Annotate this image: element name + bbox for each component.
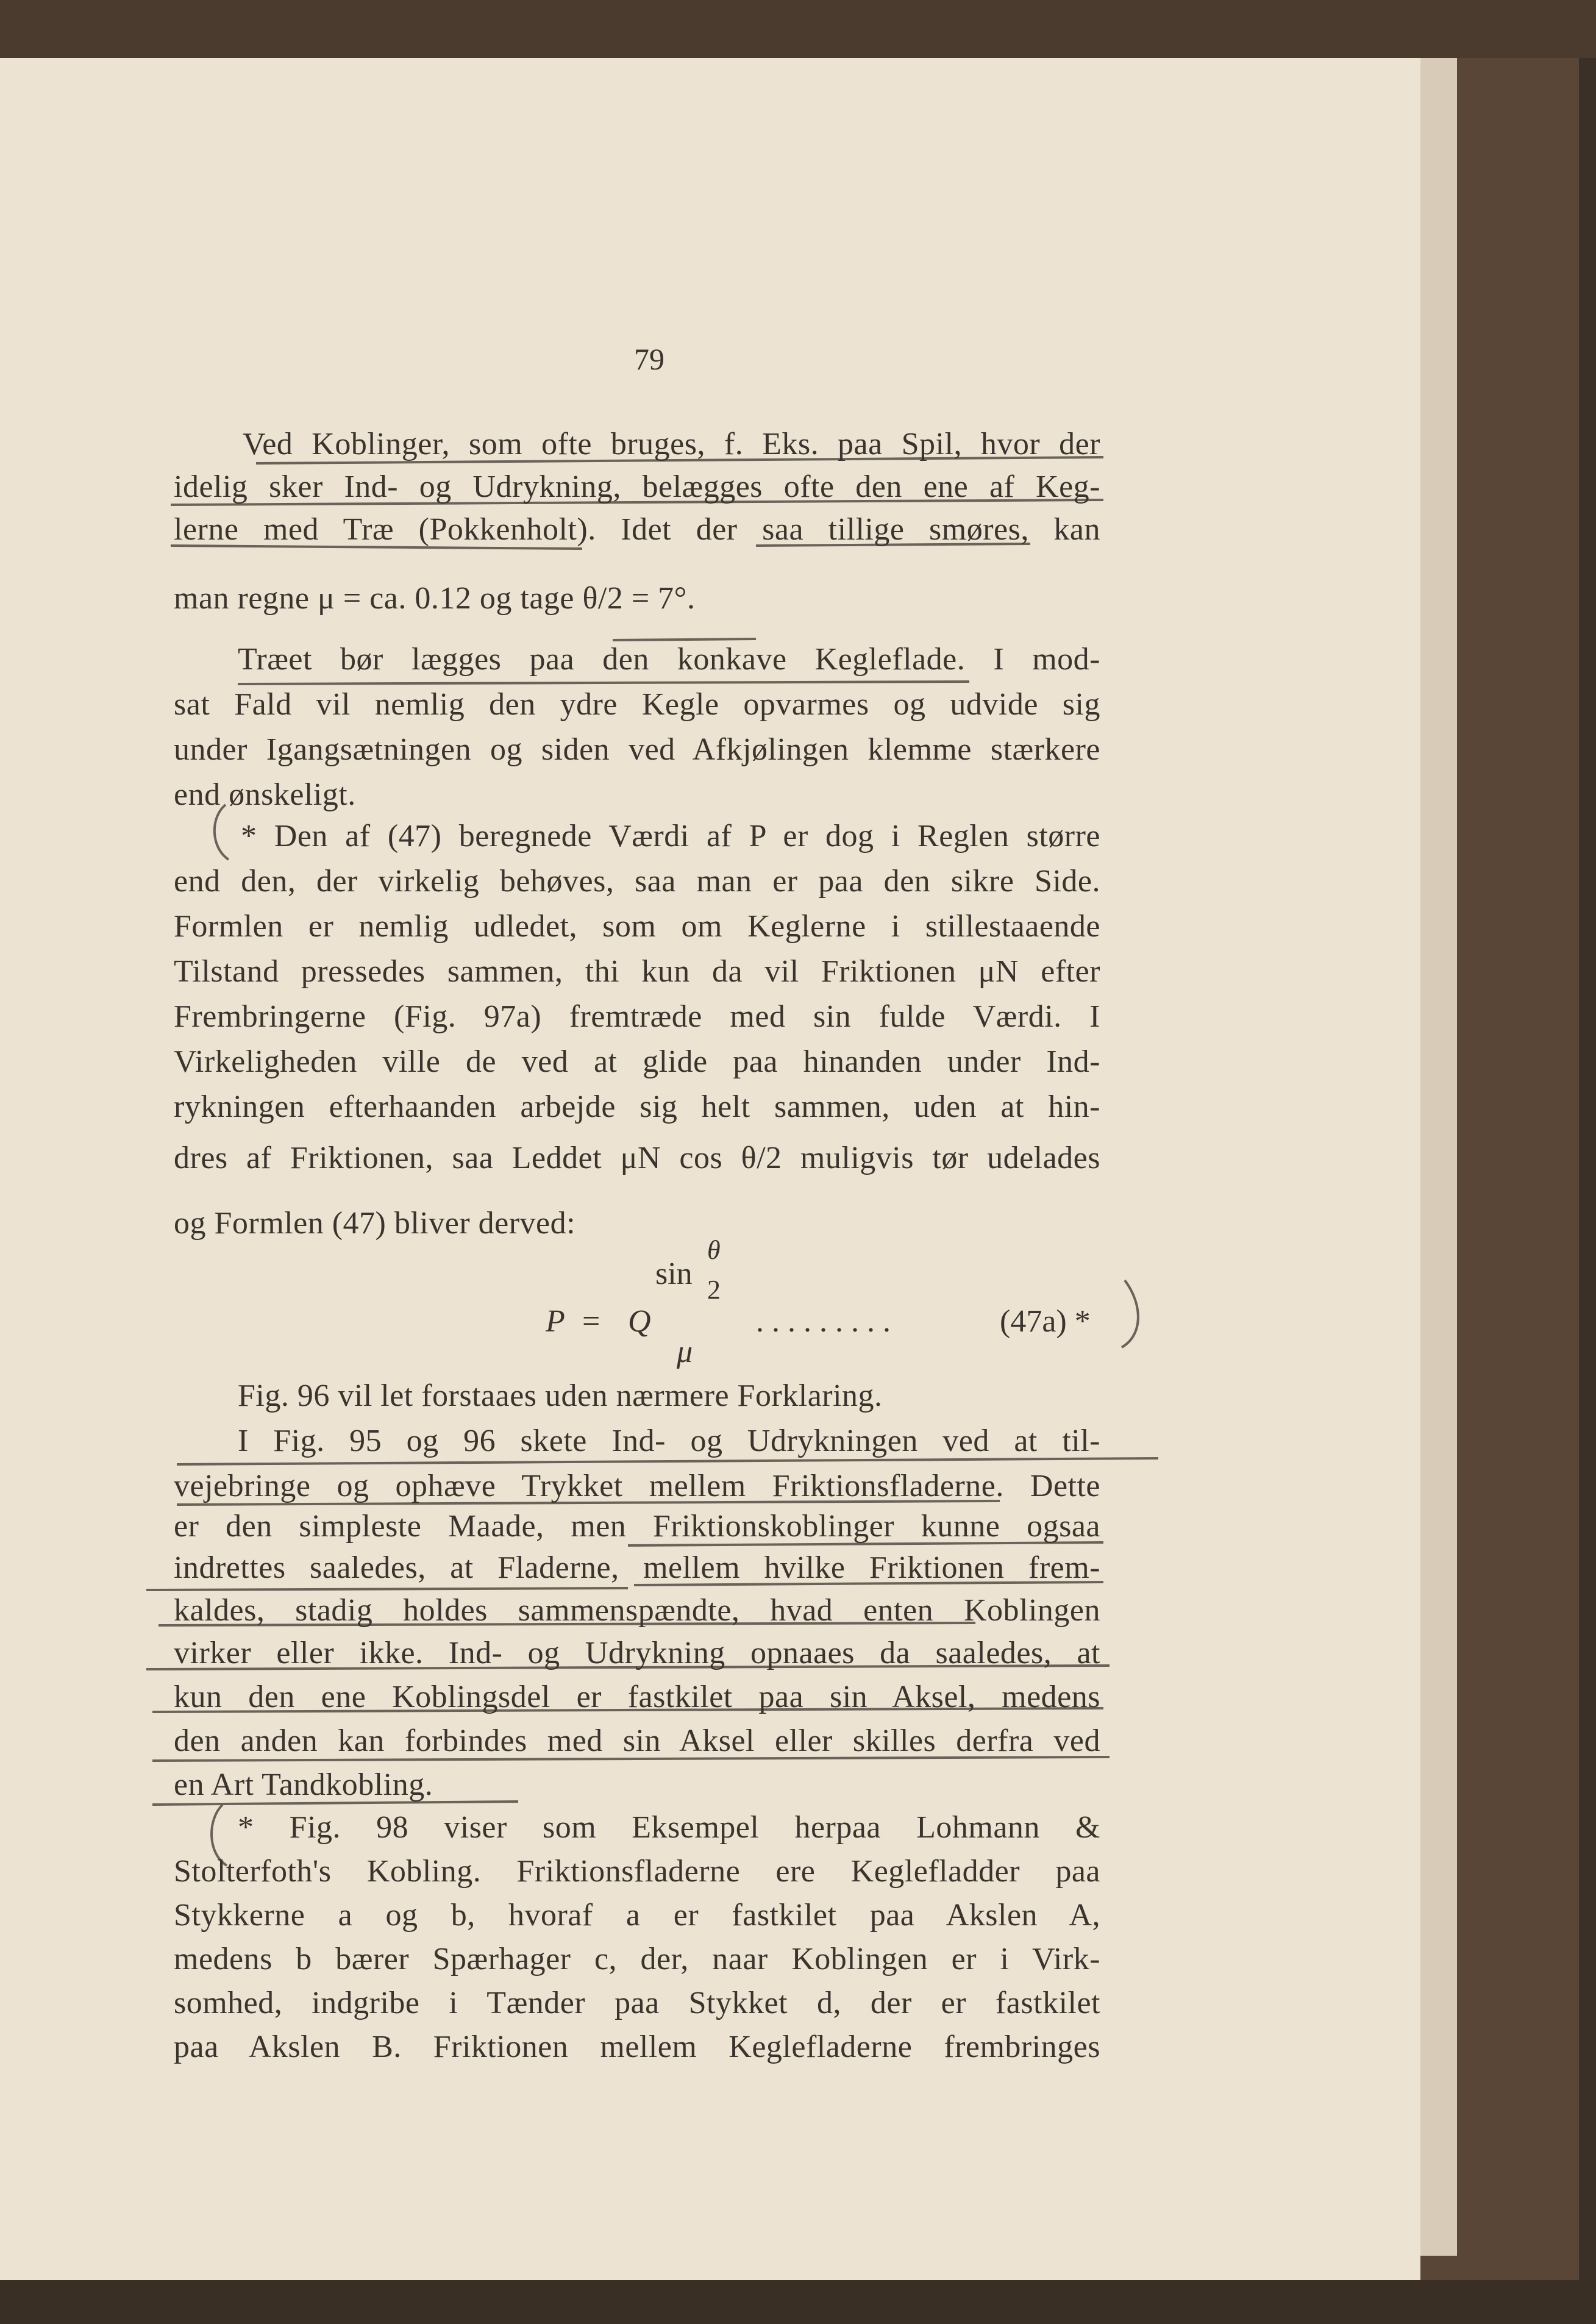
- formula-equals: =: [582, 1304, 600, 1339]
- text-line: Frembringerne (Fig. 97a) fremtræde med sin fulde Værdi. I: [174, 999, 1100, 1034]
- text-line: dres af Friktionen, saa Leddet μN cos θ/2 muligvis tør udelades: [174, 1141, 1100, 1175]
- formula-two: 2: [707, 1275, 721, 1305]
- text-line: vejebringe og ophæve Trykket mellem Friktionsfladerne. Dette: [174, 1469, 1100, 1503]
- text-line: Fig. 96 vil let forstaaes uden nærmere Forklaring.: [238, 1378, 883, 1413]
- text-line: Ved Koblinger, som ofte bruges, f. Eks. paa Spil, hvor der: [243, 427, 1100, 462]
- formula-mu: μ: [677, 1335, 693, 1369]
- text-line: virker eller ikke. Ind- og Udrykning opnaaes da saaledes, at: [174, 1636, 1100, 1670]
- text-line: Stolterfoth's Kobling. Friktionsfladerne ere Keglefladder paa: [174, 1854, 1100, 1889]
- text-line: Tilstand pressedes sammen, thi kun da vil Friktionen μN efter: [174, 954, 1100, 989]
- text-line: under Igangsætningen og siden ved Afkjølingen klemme stærkere: [174, 732, 1100, 767]
- formula-q: Q: [628, 1304, 651, 1339]
- formula-sin: sin: [655, 1256, 693, 1291]
- text-line: kun den ene Koblingsdel er fastkilet paa sin Aksel, medens: [174, 1680, 1100, 1714]
- text-line: man regne μ = ca. 0.12 og tage θ/2 = 7°.: [174, 581, 696, 616]
- text-line: lerne med Træ (Pokkenholt). Idet der saa tillige smøres, kan: [174, 512, 1100, 547]
- text-line: er den simpleste Maade, men Friktionskoblinger kunne ogsaa: [174, 1509, 1100, 1544]
- text-line: * Den af (47) beregnede Værdi af P er dog i Reglen større: [241, 819, 1100, 854]
- formula-theta: θ: [707, 1235, 721, 1265]
- text-line: paa Akslen B. Friktionen mellem Keglefladerne frembringes: [174, 2030, 1100, 2064]
- formula-lhs: P: [546, 1304, 565, 1339]
- text-line: end den, der virkelig behøves, saa man er paa den sikre Side.: [174, 864, 1100, 899]
- text-line: idelig sker Ind- og Udrykning, belægges ofte den ene af Keg-: [174, 469, 1100, 504]
- text-line: medens b bærer Spærhager c, der, naar Koblingen er i Virk-: [174, 1942, 1100, 1976]
- formula-tag: (47a) *: [1000, 1304, 1091, 1339]
- text-line: Virkeligheden ville de ved at glide paa hinanden under Ind-: [174, 1044, 1100, 1079]
- text-line: Træet bør lægges paa den konkave Kegleflade. I mod-: [238, 642, 1100, 677]
- text-line: kaldes, stadig holdes sammenspændte, hvad enten Koblingen: [174, 1593, 1100, 1628]
- text-line: Formlen er nemlig udledet, som om Keglerne i stillestaaende: [174, 909, 1100, 944]
- text-line: sat Fald vil nemlig den ydre Kegle opvarmes og udvide sig: [174, 687, 1100, 722]
- formula-dots: . . . . . . . . .: [756, 1304, 891, 1339]
- text-line: somhed, indgribe i Tænder paa Stykket d, der er fastkilet: [174, 1986, 1100, 2020]
- text-line: I Fig. 95 og 96 skete Ind- og Udrykningen ved at til-: [238, 1424, 1100, 1458]
- text-line: Stykkerne a og b, hvoraf a er fastkilet paa Akslen A,: [174, 1898, 1100, 1933]
- page-number: 79: [634, 342, 664, 376]
- text-line: indrettes saaledes, at Fladerne, mellem hvilke Friktionen frem-: [174, 1550, 1100, 1585]
- text-line: end ønskeligt.: [174, 777, 356, 812]
- text-line: en Art Tandkobling.: [174, 1767, 433, 1802]
- text-line: * Fig. 98 viser som Eksempel herpaa Lohmann &: [238, 1810, 1100, 1845]
- text-line: og Formlen (47) bliver derved:: [174, 1206, 576, 1241]
- text-line: den anden kan forbindes med sin Aksel eller skilles derfra ved: [174, 1723, 1100, 1758]
- text-line: rykningen efterhaanden arbejde sig helt sammen, uden at hin-: [174, 1089, 1100, 1124]
